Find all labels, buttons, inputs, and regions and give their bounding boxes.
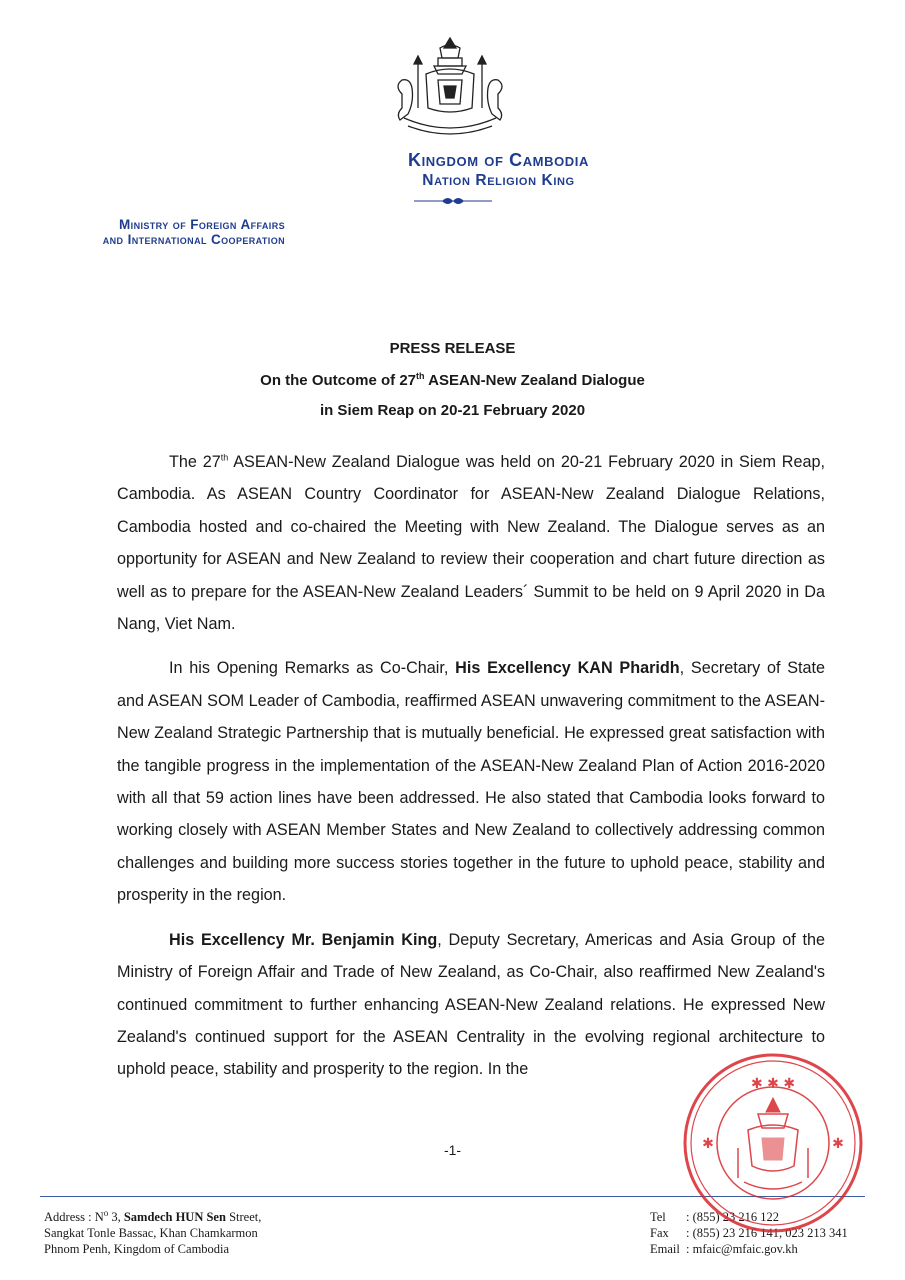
address-line3: Phnom Penh, Kingdom of Cambodia (44, 1242, 230, 1256)
paragraph-1: The 27th ASEAN-New Zealand Dialogue was held on 20-21 February 2020 in Siem Reap, Cambodia. As ASEAN Country Coordinator for ASEAN-New Zealand Dialogue Relations, Cambodia hosted and co-chaired the Meeting with New Zealand. The Dialogue serves as an opportunity for ASEAN and New Zealand to review their cooperation and chart future direction as well as to prepare for the ASEAN-New Zealand Leaders´ Summit to be held on 9 April 2020 in Da Nang, Viet Nam. (117, 452, 825, 634)
ministry-name-line2: and International Cooperation (102, 232, 285, 247)
release-subtitle: On the Outcome of 27th ASEAN-New Zealand Dialogue (260, 371, 645, 389)
tel-line: Tel : (855) 23 216 122 (650, 1210, 780, 1224)
official-seal-icon (678, 1048, 868, 1238)
paragraph-3: His Excellency Mr. Benjamin King, Deputy Secretary, Americas and Asia Group of the Ministry of Foreign Affair and Trade of New Zealand, as Co-Chair, also reaffirmed New Zealand's continued commitment to further enhancing ASEAN-New Zealand relations. He expressed New Zealand's continued support for the ASEAN Centrality in the evolving regional architecture to uphold peace, stability and prosperity to the region. In the (117, 930, 826, 1079)
fax-line: Fax : (855) 23 216 141, 023 213 341 (650, 1226, 848, 1240)
svg-text:✱: ✱ (702, 1136, 714, 1152)
page-number: -1- (443, 1142, 462, 1158)
paragraph-2: In his Opening Remarks as Co-Chair, His Excellency KAN Pharidh, Secretary of State and ASEAN SOM Leader of Cambodia, reaffirmed ASEAN unwavering commitment to the ASEAN-New Zealand Strategic Partnership that is mutually beneficial. He expressed great satisfaction with the tangible progress in the implementation of the ASEAN-New Zealand Plan of Action 2016-2020 with all that 59 action lines have been addressed. He also stated that Cambodia looks forward to working closely with ASEAN Member States and New Zealand to collectively addressing common challenges and building more success stories together in the future to uphold peace, stability and prosperity in the region. (117, 659, 826, 905)
release-subtitle-location: in Siem Reap on 20-21 February 2020 (319, 402, 586, 419)
footer-address (44, 1209, 261, 1257)
kingdom-title: Kingdom of Cambodia (408, 150, 589, 170)
svg-text:✱: ✱ (832, 1136, 844, 1152)
press-release-body (117, 446, 825, 1098)
email-line: Email : mfaic@mfaic.gov.kh (650, 1242, 798, 1256)
national-motto: Nation Religion King (422, 172, 575, 189)
svg-text:✱ ✱ ✱: ✱ ✱ ✱ (750, 1076, 796, 1092)
royal-emblem-icon (388, 34, 512, 144)
flourish-divider-icon (412, 195, 494, 207)
press-release-heading: PRESS RELEASE (389, 340, 516, 357)
address-line2: Sangkat Tonle Bassac, Khan Chamkarmon (44, 1226, 258, 1240)
ministry-name-line1: Ministry of Foreign Affairs (119, 217, 285, 232)
address-line1: Address : $N^o$ 3, Samdech HUN Sen Street, (44, 1207, 262, 1224)
